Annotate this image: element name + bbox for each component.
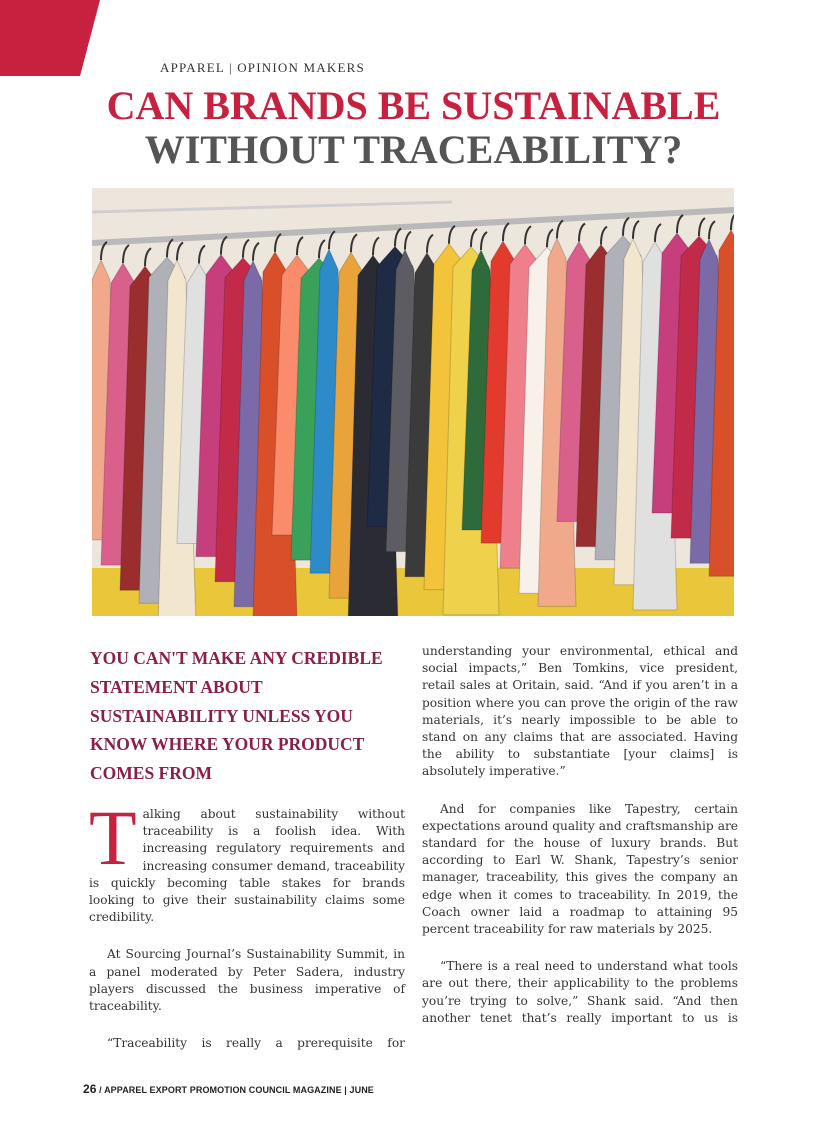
- paragraph-1: Talking about sustainability without traceability is a foolish idea. With increasing regulatory requirements and increasing consumer demand, traceability is quickly becoming table stakes for brands looking to give their sustainability claims some credibility.: [89, 794, 405, 925]
- paragraph-5: And for companies like Tapestry, certain expectations around quality and craftsmanship are standard for the house of luxury brands. But according to Earl W. Shank, Tapestry’s senior manager, traceability, this gives the company an edge when it comes to traceability. In 2019, the Coach owner laid a roadmap to attaining 95 percent traceability for raw materials by 2025.: [422, 801, 738, 937]
- page-footer: 26 / APPAREL EXPORT PROMOTION COUNCIL MAGAZINE | JUNE: [83, 1082, 374, 1096]
- article-column-left: [89, 794, 405, 1072]
- page-number: 26: [83, 1082, 97, 1096]
- section-label: APPAREL | OPINION MAKERS: [160, 60, 365, 75]
- paragraph-6: “There is a real need to understand what tools are out there, their applicability to the problems you’re trying to solve,” Shank said. “And then another tenet that’s really important to us is: [422, 959, 738, 1025]
- paragraph-2: At Sourcing Journal’s Sustainability Summit, in a panel moderated by Peter Sadera, industry players discussed the business imperative of traceability.: [89, 947, 405, 1014]
- magazine-logo: [0, 0, 160, 76]
- logo-letter: A: [82, 0, 158, 76]
- page-title: [0, 84, 827, 172]
- clothing-rack-photo: [92, 188, 734, 616]
- paragraph-4: understanding your environmental, ethical and social impacts,” Ben Tomkins, vice president, retail sales at Oritain, said. “And if you aren’t in a position where you can prove the origin of the raw materials, it’s nearly impossible to be able to stand on any claims that are associated. Having the ability to substantiate [your claims] is absolutely imperative.”: [422, 644, 738, 779]
- article-column-right: [422, 643, 738, 1047]
- article-lede: YOU CAN'T MAKE ANY CREDIBLE STATEMENT ABOUT SUSTAINABILITY UNLESS YOU KNOW WHERE YOUR PRODUCT COMES FROM: [90, 648, 383, 784]
- title-line-1: CAN BRANDS BE SUSTAINABLE: [106, 83, 721, 128]
- title-line-2: WITHOUT TRACEABILITY?: [144, 127, 683, 172]
- drop-cap: T: [89, 794, 137, 881]
- paragraph-3: “Traceability is really a prerequisite for: [107, 1036, 405, 1051]
- publication-name: APPAREL EXPORT PROMOTION COUNCIL MAGAZINE | JUNE: [104, 1085, 374, 1095]
